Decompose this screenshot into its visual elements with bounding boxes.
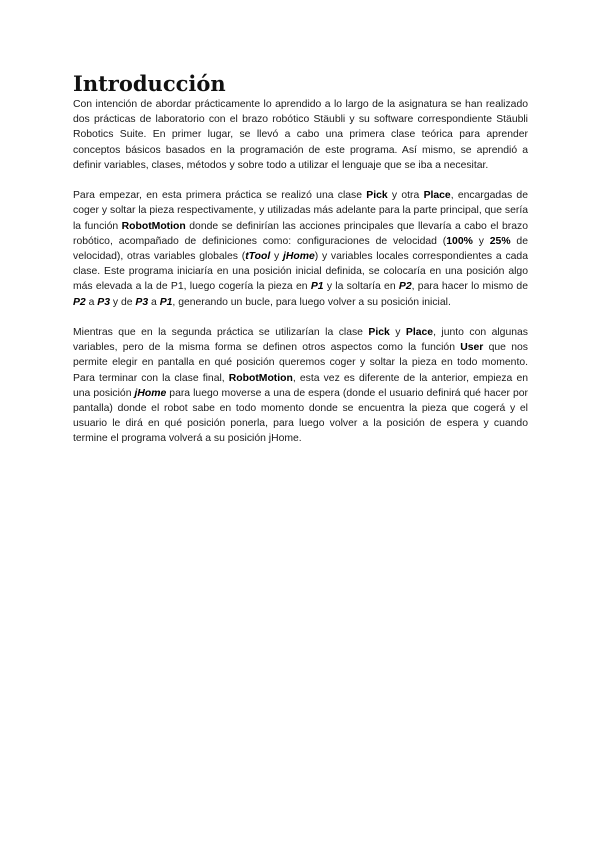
p2-text: , generando un bucle, para luego volver a su posición inicial. — [172, 296, 451, 308]
p2-text: donde se definirían las acciones principales que llevaría a cabo el brazo robótico, acompañado de definiciones como: configuraciones de velocidad ( — [73, 220, 528, 247]
position-p1: P1 — [159, 296, 173, 308]
p2-text: y — [270, 251, 283, 263]
jhome-term: jHome — [282, 251, 315, 263]
paragraph-3 — [73, 325, 528, 447]
p3-text: para luego moverse a una de espera (donde el usuario definirá qué hacer por pantalla) donde el robot sabe en todo momento donde se encuentra la pieza que cogerá y el usuario le dirá en qué posición ponerla, para luego volver a la posición de espera y cuando termine el programa volverá a su posición jHome. — [73, 387, 528, 445]
position-p3: P3 — [97, 296, 110, 308]
p3-text: , junto con algunas variables, pero de la misma forma se definen otros aspectos como la función — [73, 327, 528, 354]
robotmotion-term: RobotMotion — [228, 372, 293, 384]
p2-text: ) y variables locales correspondientes a cada clase. Este programa iniciaría en una posición inicial definida, se colocaría en una posición algo más elevada a la de P1, luego cogería la pieza en — [73, 251, 528, 293]
jhome-term: jHome — [134, 387, 167, 399]
p2-text: y de — [110, 296, 136, 308]
p3-text: , esta vez es diferente de la anterior, empieza en una posición — [73, 372, 529, 399]
robotmotion-term: RobotMotion — [121, 220, 186, 232]
speed-100: 100% — [446, 235, 473, 247]
pick-term: Pick — [368, 327, 390, 339]
p2-text: y — [472, 235, 490, 247]
p2-text: a — [148, 296, 160, 308]
position-p2: P2 — [73, 296, 86, 308]
section-heading: Introducción — [73, 71, 226, 96]
p2-text: a — [85, 296, 98, 308]
place-term: Place — [405, 327, 434, 339]
pick-term: Pick — [366, 190, 388, 202]
p3-text: Mientras que en la segunda práctica se utilizarían la clase — [73, 327, 369, 339]
position-p1: P1 — [310, 281, 324, 293]
position-p2: P2 — [398, 281, 412, 293]
position-p3: P3 — [135, 296, 149, 308]
paragraph-1: Con intención de abordar prácticamente lo aprendido a lo largo de la asignatura se han realizado dos prácticas de laboratorio con el brazo robótico Stäubli y su software correspondiente Stäubli Robotics Suite. En primer lugar, se llevó a cabo una primera clase teórica para aprender conceptos básicos basados en la programación de este programa. Así mismo, se aprendió a definir variables, clases, métodos y sobre todo a utilizar el lenguaje que se iba a necesitar. — [73, 99, 528, 171]
paragraph-2 — [73, 188, 528, 310]
p2-text: Para empezar, en esta primera práctica se realizó una clase — [73, 190, 367, 202]
p3-text: que nos permite elegir en pantalla en qué posición queremos coger y soltar la pieza en todo momento. Para terminar con la clase final, — [73, 342, 528, 384]
p2-text: de velocidad), otras variables globales ( — [73, 235, 528, 263]
section-body — [73, 97, 528, 462]
place-term: Place — [423, 190, 451, 202]
ttool-term: tTool — [245, 251, 271, 263]
speed-25: 25% — [489, 235, 511, 247]
user-term: User — [460, 342, 484, 354]
p3-text: y — [389, 327, 406, 339]
p2-text: y la soltaría en — [323, 281, 399, 293]
p2-text: , encargadas de coger y soltar la pieza respectivamente, y utilizadas más adelante para la parte principal, que sería la función — [73, 190, 528, 232]
p2-text: , para hacer lo mismo de — [411, 281, 528, 293]
p2-text: y otra — [387, 190, 424, 202]
